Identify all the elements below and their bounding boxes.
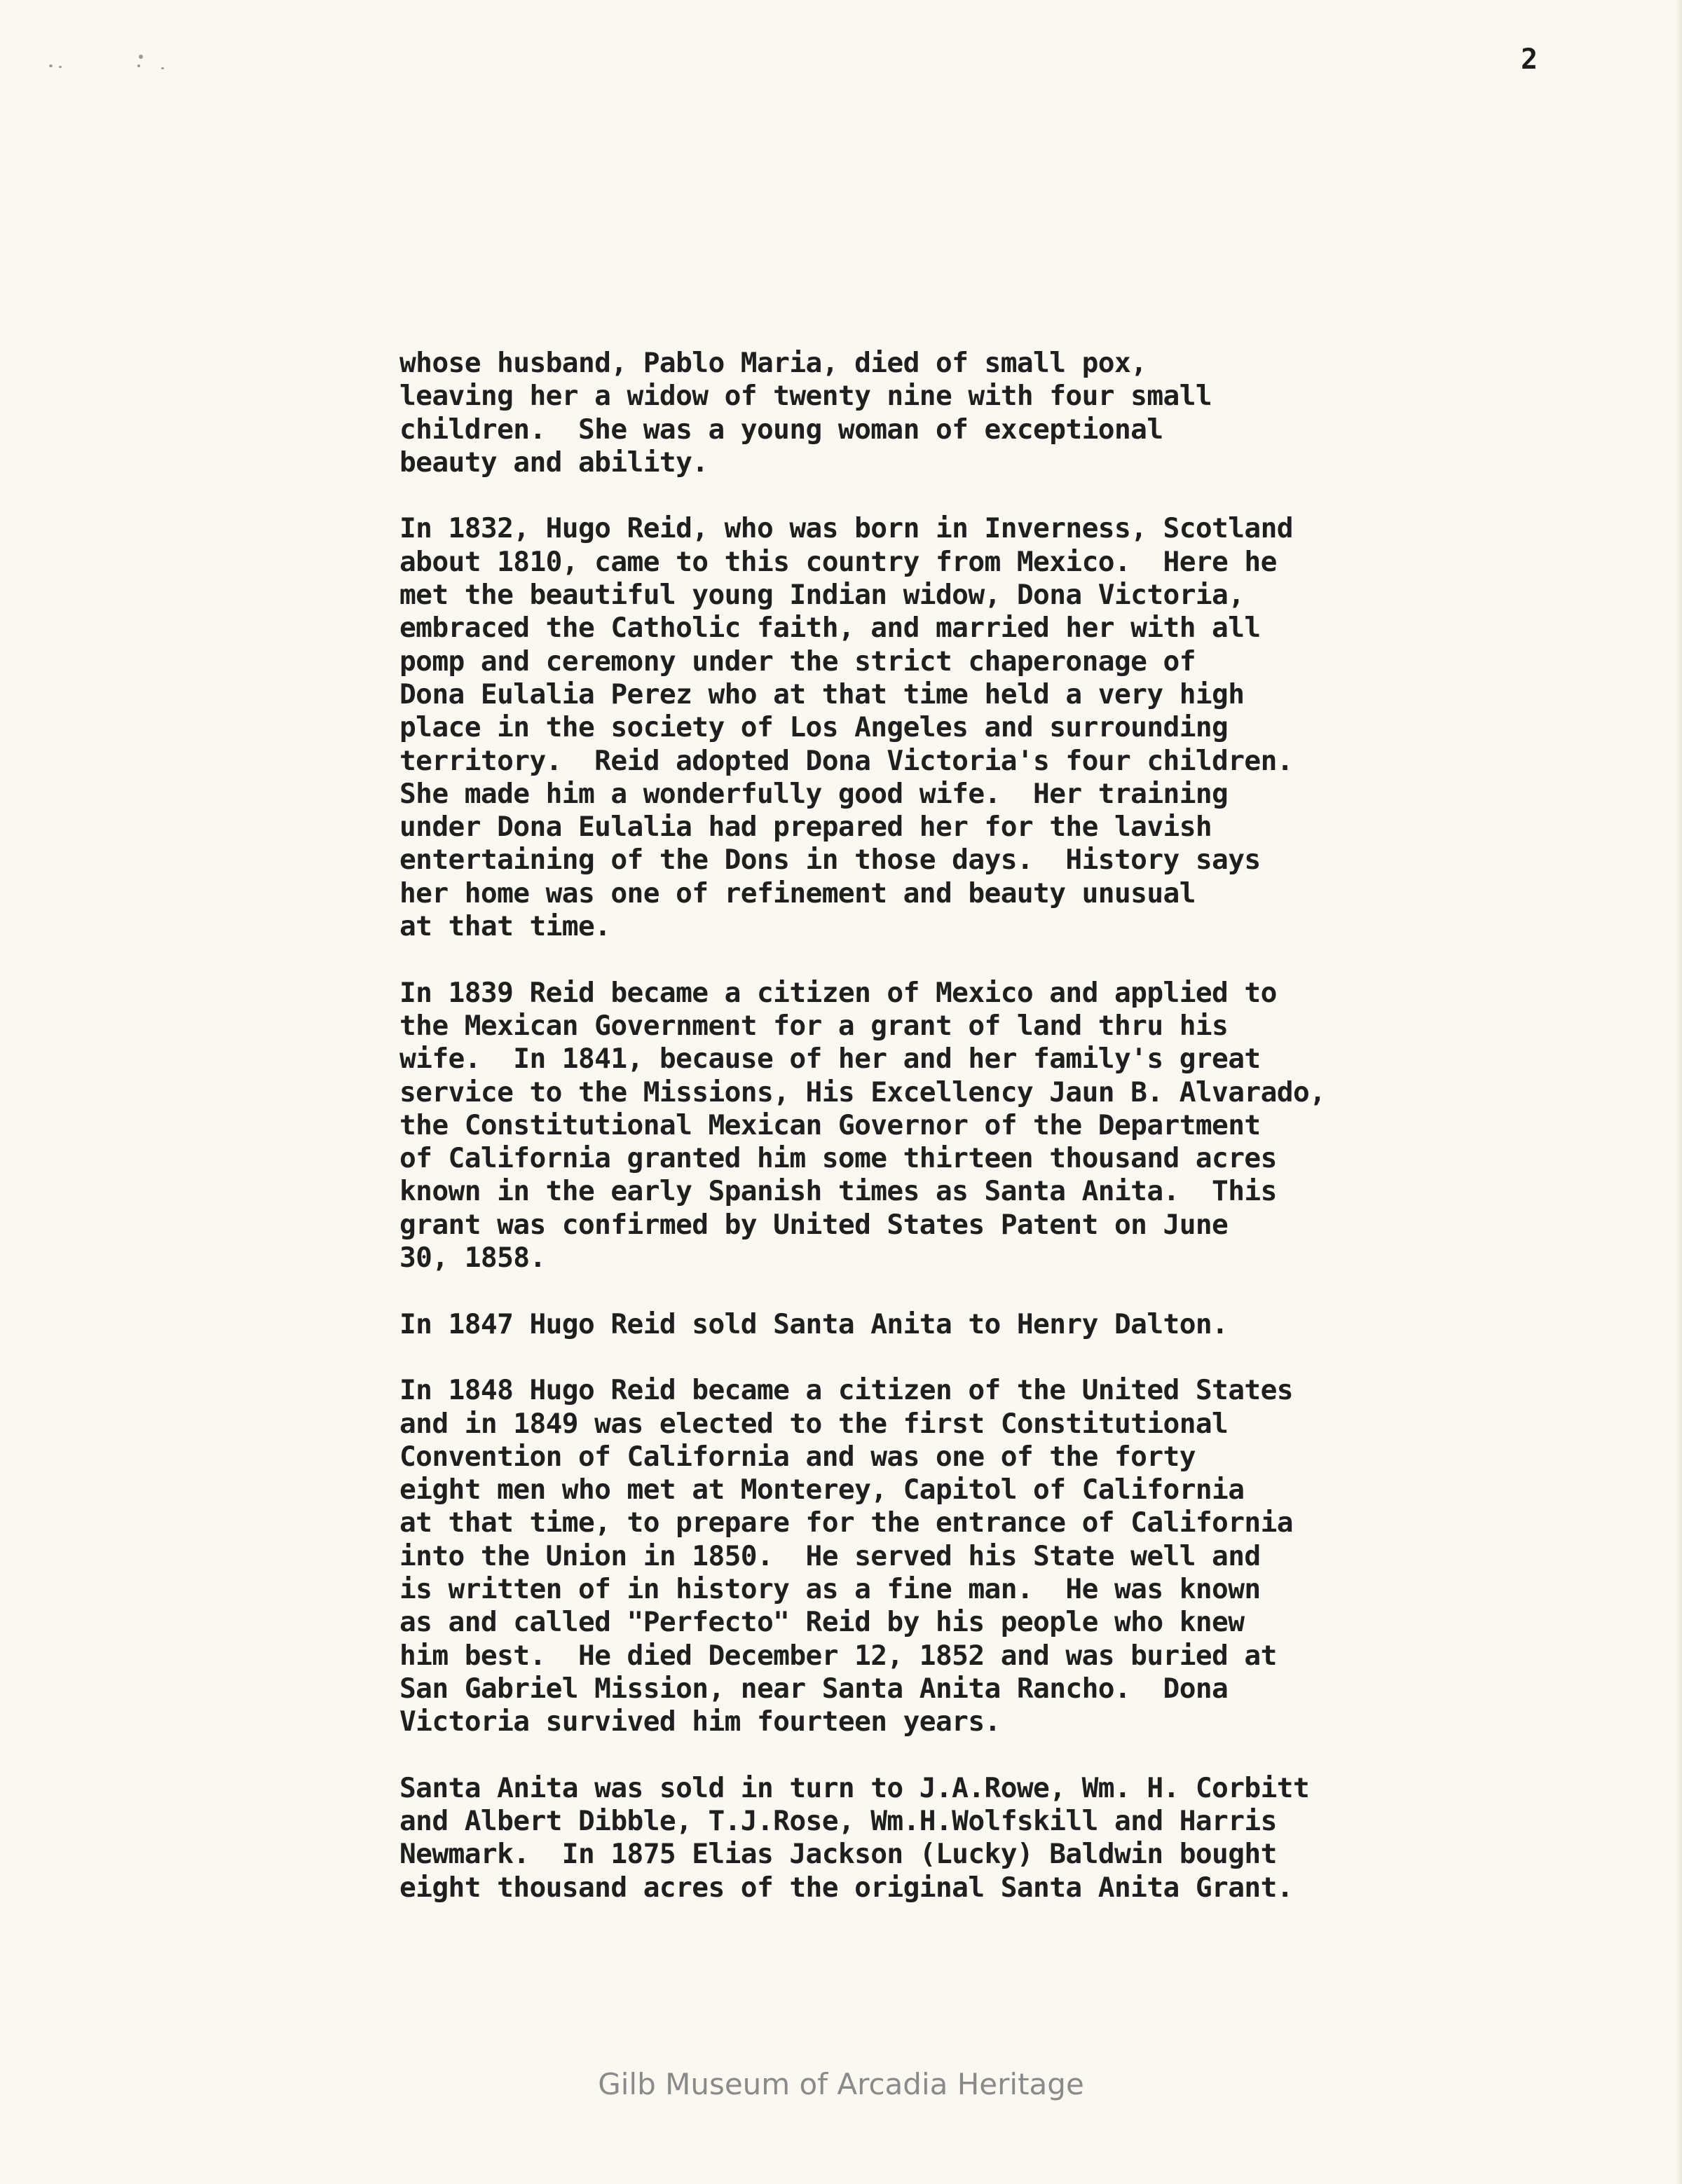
text-line: the Mexican Government for a grant of land thru his — [399, 1009, 1229, 1042]
paragraph — [399, 977, 1605, 1275]
text-line: She made him a wonderfully good wife. Her training — [399, 777, 1229, 810]
text-line: met the beautiful young Indian widow, Dona Victoria, — [399, 579, 1245, 612]
text-line: as and called "Perfecto" Reid by his people who knew — [399, 1606, 1245, 1639]
text-line: about 1810, came to this country from Mexico. Here he — [399, 545, 1277, 578]
text-line: In 1847 Hugo Reid sold Santa Anita to Henry Dalton. — [399, 1307, 1229, 1340]
text-line: known in the early Spanish times as Santa Anita. This — [399, 1175, 1277, 1208]
text-line: leaving her a widow of twenty nine with four small — [399, 380, 1212, 413]
text-line: grant was confirmed by United States Patent on June — [399, 1208, 1229, 1241]
page-number: 2 — [1521, 43, 1538, 76]
text-line: eight men who met at Monterey, Capitol of California — [399, 1474, 1245, 1506]
text-line: Victoria survived him fourteen years. — [399, 1705, 1001, 1738]
text-line: Newmark. In 1875 Elias Jackson (Lucky) Baldwin bought — [399, 1838, 1277, 1871]
text-line: territory. Reid adopted Dona Victoria's four children. — [399, 744, 1293, 777]
text-line: In 1839 Reid became a citizen of Mexico and applied to — [399, 976, 1277, 1009]
text-line: the Constitutional Mexican Governor of the Department — [399, 1108, 1261, 1141]
text-line: In 1832, Hugo Reid, who was born in Inverness, Scotland — [399, 512, 1293, 545]
paragraph — [399, 512, 1605, 943]
text-line: entertaining of the Dons in those days. History says — [399, 844, 1261, 877]
text-line: at that time. — [399, 910, 611, 943]
text-line: San Gabriel Mission, near Santa Anita Rancho. Dona — [399, 1672, 1229, 1705]
paragraph — [399, 1308, 1605, 1341]
text-line: children. She was a young woman of exceptional — [399, 413, 1163, 446]
text-line: her home was one of refinement and beauty unusual — [399, 877, 1196, 909]
text-line: and Albert Dibble, T.J.Rose, Wm.H.Wolfskill and Harris — [399, 1805, 1277, 1838]
text-line: of California granted him some thirteen thousand acres — [399, 1142, 1277, 1175]
paragraph — [399, 347, 1605, 479]
paper-specks — [49, 55, 175, 76]
watermark: Gilb Museum of Arcadia Heritage — [598, 2067, 1084, 2101]
text-line: pomp and ceremony under the strict chaperonage of — [399, 645, 1196, 678]
text-line: wife. In 1841, because of her and her family's great — [399, 1043, 1261, 1076]
text-line: In 1848 Hugo Reid became a citizen of the United States — [399, 1374, 1293, 1407]
text-line: Convention of California and was one of the forty — [399, 1440, 1196, 1473]
text-line: embraced the Catholic faith, and married her with all — [399, 612, 1261, 645]
paragraph — [399, 1772, 1605, 1904]
text-line: is written of in history as a fine man. He was known — [399, 1572, 1261, 1605]
text-line: Santa Anita was sold in turn to J.A.Rowe, Wm. H. Corbitt — [399, 1771, 1310, 1804]
text-line: place in the society of Los Angeles and surrounding — [399, 711, 1229, 744]
document-body — [399, 347, 1605, 1937]
text-line: service to the Missions, His Excellency Jaun B. Alvarado, — [399, 1076, 1326, 1108]
text-line: under Dona Eulalia had prepared her for the lavish — [399, 811, 1212, 844]
text-line: whose husband, Pablo Maria, died of small pox, — [399, 347, 1147, 379]
text-line: Dona Eulalia Perez who at that time held a very high — [399, 678, 1245, 710]
text-line: beauty and ability. — [399, 446, 709, 479]
text-line: into the Union in 1850. He served his State well and — [399, 1539, 1261, 1572]
paper-edge — [1675, 0, 1682, 2184]
text-line: 30, 1858. — [399, 1242, 546, 1275]
text-line: eight thousand acres of the original Santa Anita Grant. — [399, 1871, 1293, 1904]
text-line: at that time, to prepare for the entrance of California — [399, 1506, 1293, 1539]
text-line: him best. He died December 12, 1852 and was buried at — [399, 1639, 1277, 1672]
paragraph — [399, 1374, 1605, 1738]
text-line: and in 1849 was elected to the first Constitutional — [399, 1407, 1229, 1440]
